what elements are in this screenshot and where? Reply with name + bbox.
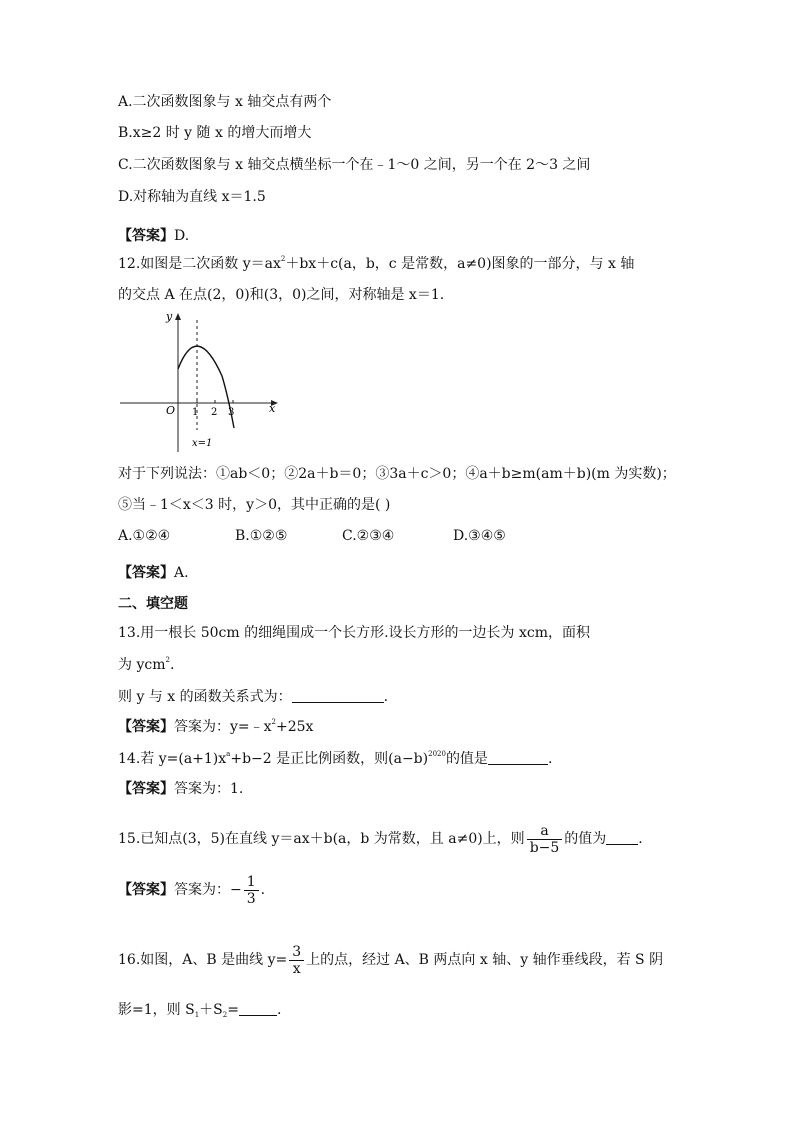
answer-blank[interactable]	[292, 688, 384, 703]
q16-stem-part: 16.如图，A、B 是曲线 y=	[118, 952, 288, 968]
q15-stem-part: 15.已知点(3，5)在直线 y＝ax＋b(a，b 为常数，且 a≠0)上，则	[118, 831, 525, 847]
answer-tag: 【答案】	[118, 882, 174, 898]
tick-label-1: 1	[192, 407, 199, 418]
q15-stem	[118, 820, 643, 858]
q14-stem-part: +b−2 是正比例函数，则(a−b)	[230, 751, 429, 767]
q16-stem-part: ＋S	[199, 1002, 223, 1018]
answer-tag: 【答案】	[118, 565, 174, 581]
fraction	[244, 874, 259, 907]
answer-tag: 【答案】	[118, 781, 174, 797]
q13-stem-part: .	[169, 657, 175, 673]
q15-answer	[118, 871, 265, 909]
q13-stem-line-3	[118, 687, 388, 707]
q16-stem-part: =	[227, 1002, 239, 1018]
fraction	[289, 944, 304, 977]
answer-tag: 【答案】	[118, 228, 174, 244]
answer-text: .	[260, 882, 266, 898]
q11-answer	[118, 226, 189, 246]
q14-stem-part: .	[547, 751, 553, 767]
q12-stem-line-1	[118, 254, 634, 274]
q11-option-b: B.x≥2 时 y 随 x 的增大而增大	[118, 125, 312, 141]
answer-blank[interactable]	[606, 830, 638, 845]
superscript: 2020	[428, 750, 446, 758]
y-axis-label: y	[166, 310, 173, 323]
q12-option-b: B.①②⑤	[235, 528, 288, 544]
q12-option-d: D.③④⑤	[453, 528, 506, 544]
answer-text: +25x	[276, 719, 314, 735]
answer-text: 答案为：	[174, 882, 230, 898]
q14-stem-part: 的值是	[445, 751, 488, 767]
answer-text: 答案为：1.	[174, 781, 244, 797]
fraction-denominator: 3	[246, 890, 256, 907]
q11-option-a: A.二次函数图象与 x 轴交点有两个	[118, 94, 332, 110]
fraction	[527, 823, 563, 856]
q16-stem-part: .	[276, 1002, 282, 1018]
origin-label: O	[166, 404, 176, 417]
q12-stem-line-4: ⑤当﹣1＜x＜3 时，y＞0，其中正确的是( )	[118, 497, 391, 513]
q13-stem-part: 则 y 与 x 的函数关系式为：	[118, 689, 292, 705]
fraction-numerator: 1	[244, 874, 259, 891]
tick-label-2: 2	[211, 407, 218, 418]
q16-stem-part: 上的点，经过 A、B 两点向 x 轴、y 轴作垂线段，若 S 阴	[306, 952, 664, 968]
q16-stem-line-1	[118, 941, 663, 979]
parabola-graph	[118, 306, 284, 454]
q12-stem-part: ＋bx＋c(a，b，c 是常数，a≠0)图象的一部分，与 x 轴	[285, 256, 635, 272]
y-axis-arrow	[175, 313, 181, 320]
q12-stem-part: 12.如图是二次函数 y＝ax	[118, 256, 281, 272]
q15-stem-part: 的值为	[564, 831, 607, 847]
x-axis-label: x	[269, 402, 276, 415]
fraction-denominator: x	[292, 960, 301, 977]
answer-text: D.	[174, 228, 190, 244]
subscript: 1	[194, 1011, 200, 1019]
q12-stem-line-3: 对于下列说法：①ab＜0；②2a＋b＝0；③3a＋c＞0；④a＋b≥m(am＋b)(m 为实数)；	[118, 466, 676, 482]
q15-stem-part: .	[638, 831, 643, 847]
q16-stem-line-2	[118, 1000, 281, 1020]
q12-stem-line-2: 的交点 A 在点(2，0)和(3，0)之间，对称轴是 x＝1.	[118, 287, 445, 303]
q13-stem-part: .	[383, 689, 389, 705]
fraction-numerator: 3	[289, 944, 304, 961]
section-title: 二、填空题	[118, 596, 188, 612]
answer-blank[interactable]	[488, 750, 548, 765]
q13-stem-line-2	[118, 655, 174, 675]
parabola-curve	[178, 346, 234, 428]
superscript: 2	[271, 718, 277, 726]
answer-text: 答案为：y=﹣x	[174, 719, 272, 735]
q11-option-c: C.二次函数图象与 x 轴交点横坐标一个在﹣1～0 之间，另一个在 2～3 之间	[118, 157, 591, 173]
q13-stem-part: 为 ycm	[118, 657, 166, 673]
q11-option-d: D.对称轴为直线 x＝1.5	[118, 189, 266, 205]
superscript: 2	[280, 255, 286, 263]
fraction-denominator: b−5	[529, 839, 560, 856]
tick-label-3: 3	[228, 407, 235, 418]
superscript: a	[226, 750, 231, 758]
q12-answer	[118, 563, 189, 583]
superscript: 2	[165, 656, 170, 664]
symmetry-line-label: x=1	[192, 438, 213, 449]
answer-blank[interactable]	[239, 1001, 277, 1016]
q14-stem-part: 14.若 y=(a+1)x	[118, 751, 227, 767]
q14-answer	[118, 779, 243, 799]
minus-sign: −	[230, 882, 242, 898]
q13-stem-line-1: 13.用一根长 50cm 的细绳围成一个长方形.设长方形的一边长为 xcm，面积	[118, 625, 591, 641]
q12-option-c: C.②③④	[342, 528, 395, 544]
q13-answer	[118, 717, 313, 737]
q12-option-a: A.①②④	[118, 528, 171, 544]
q16-stem-part: 影=1，则 S	[118, 1002, 195, 1018]
answer-tag: 【答案】	[118, 719, 174, 735]
q12-options	[118, 526, 506, 546]
subscript: 2	[222, 1011, 228, 1019]
fraction-numerator: a	[527, 823, 563, 840]
q14-stem	[118, 749, 552, 769]
answer-text: A.	[174, 565, 189, 581]
